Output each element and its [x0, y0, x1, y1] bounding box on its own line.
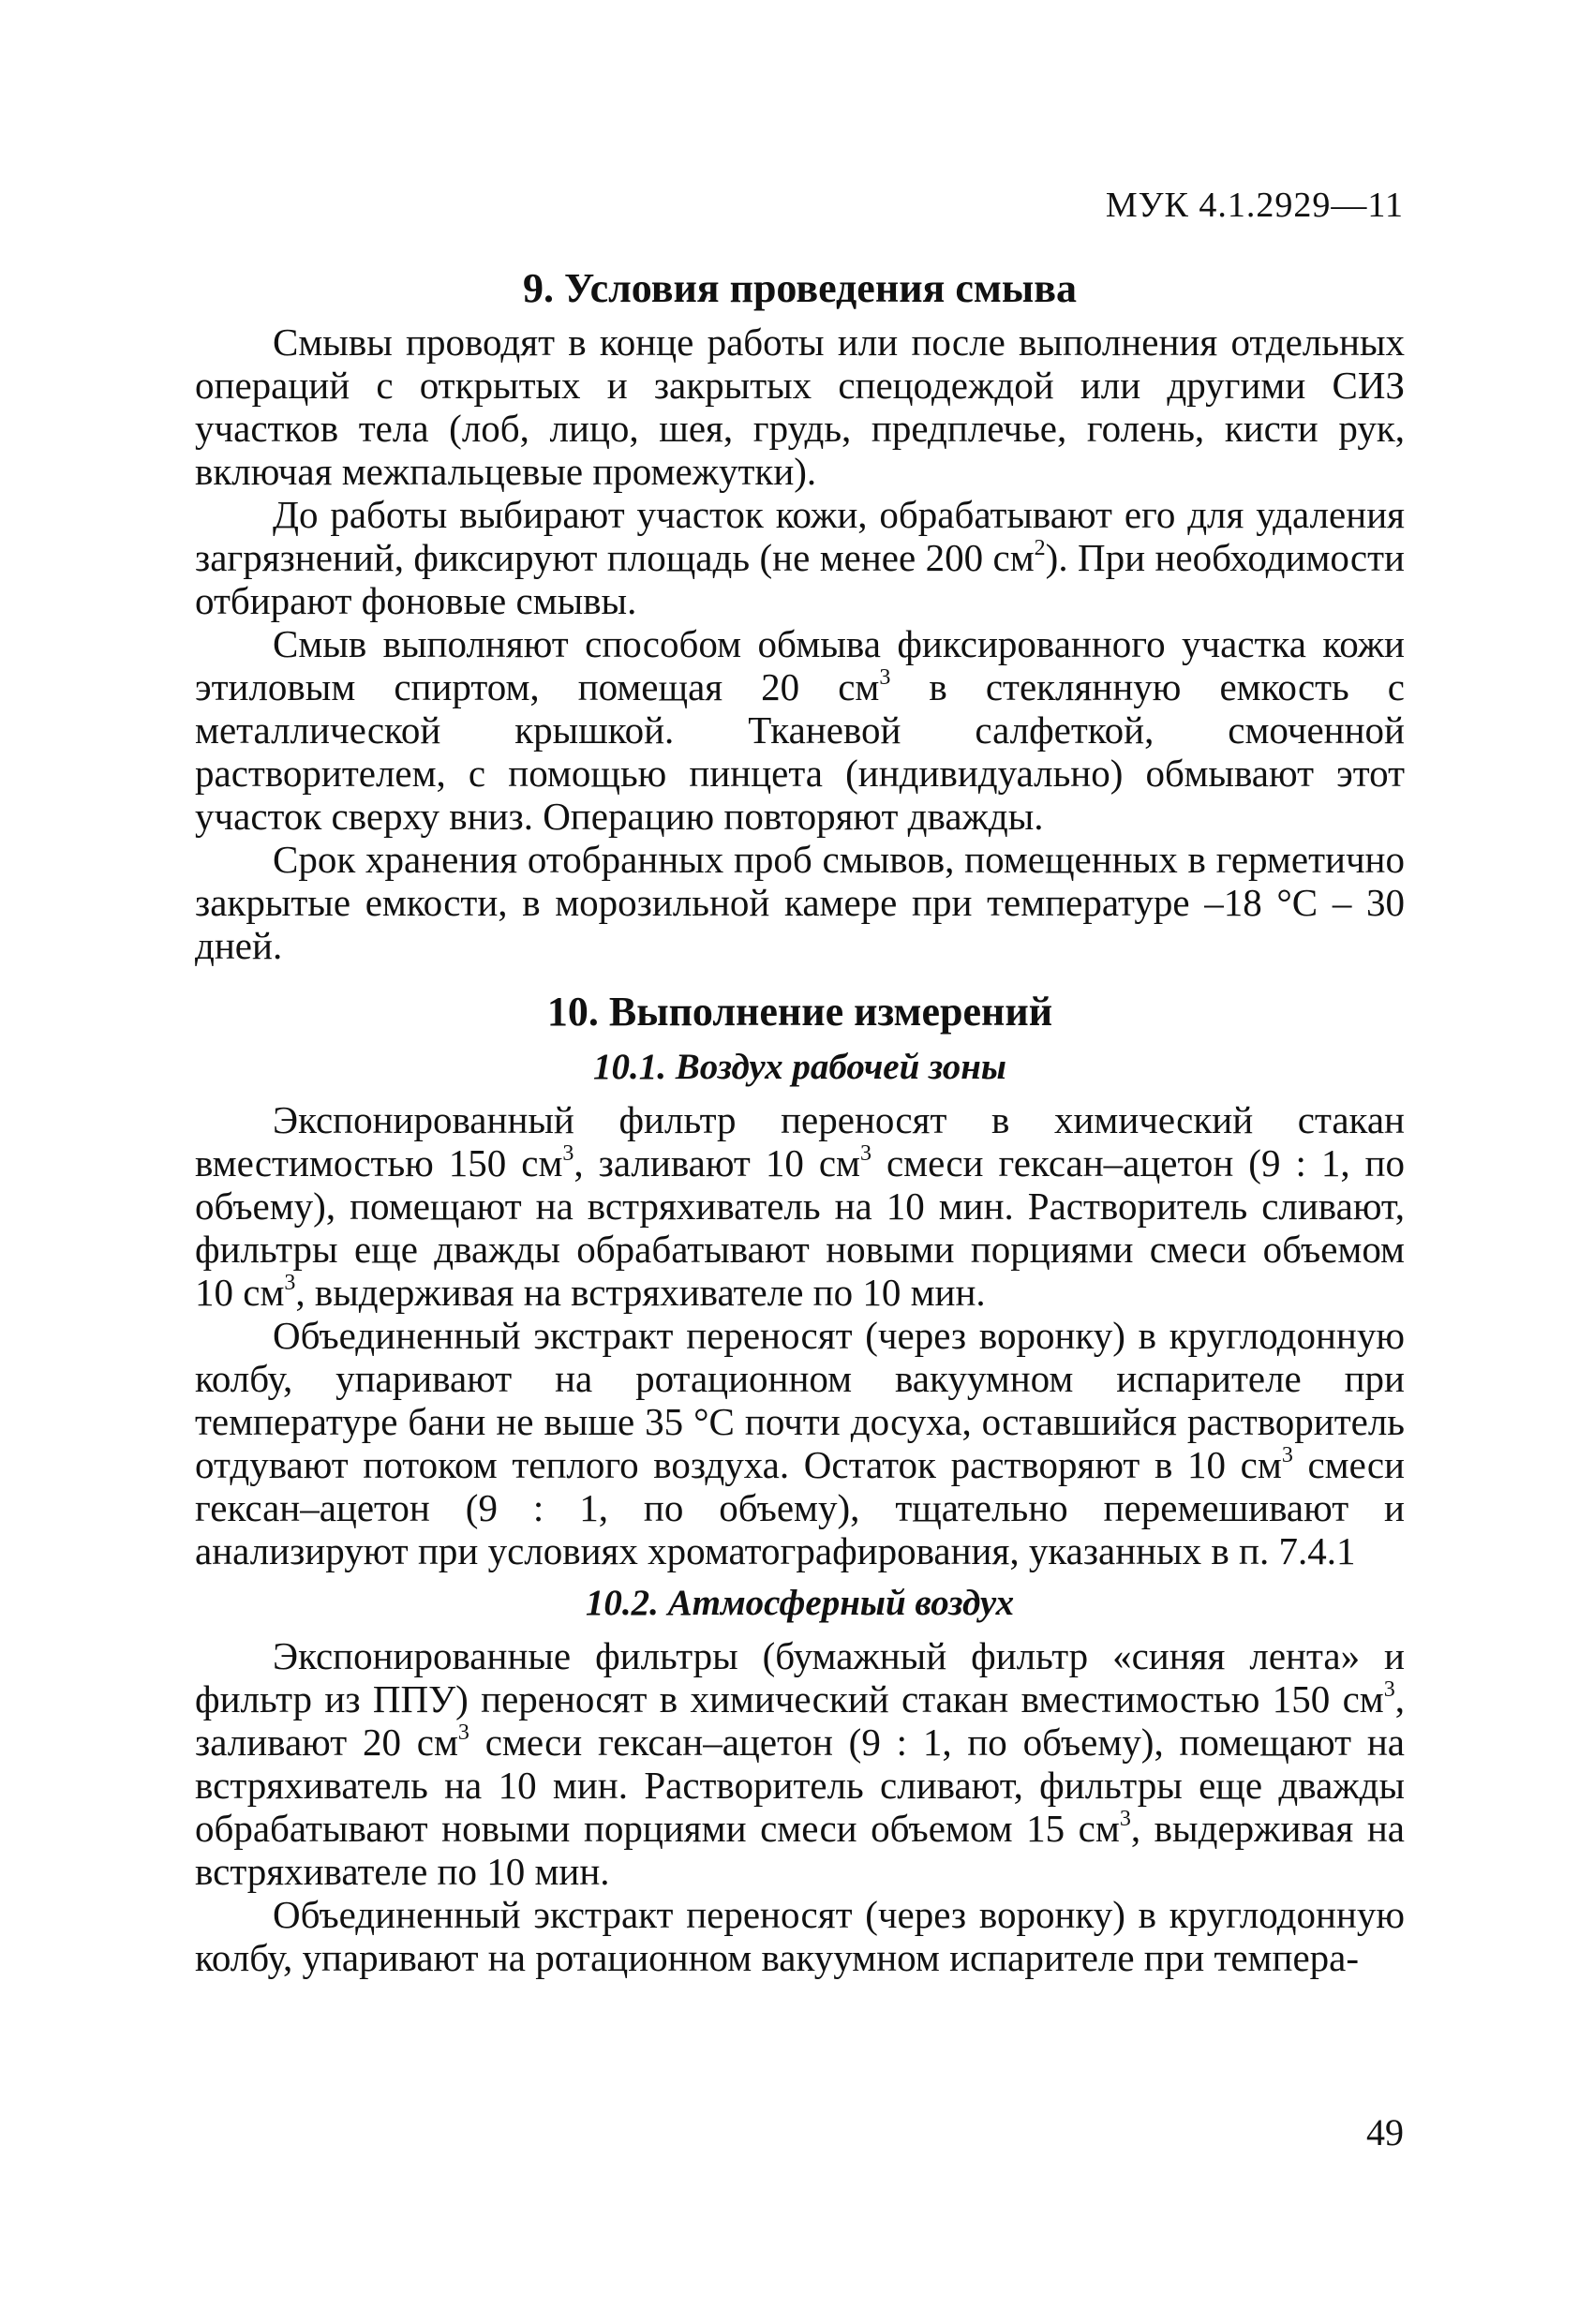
- document-code-header: МУК 4.1.2929—11: [1105, 186, 1404, 225]
- subsection-10-1-paragraph-1: Экспонированный фильтр переносят в химический стакан вместимостью 150 $см^3$, заливают 10 $см^3$ смеси гексан–ацетон (9 : 1, по объему), помещают на встряхиватель на 10 мин. Растворитель сливают, фильтры еще дважды обрабатывают новыми порциями смеси объемом 10 $см^3$, выдерживая на встряхивателе по 10 мин.: [195, 1098, 1406, 1314]
- subsection-10-1-paragraph-2: Объединенный экстракт переносят (через воронку) в круглодонную колбу, упаривают на ротационном вакуумном испарителе при температуре бани не выше 35 °С почти досуха, оставшийся растворитель отдувают потоком теплого воздуха. Остаток растворяют в 10 $см^3$ смеси гексан–ацетон (9 : 1, по объему), тщательно перемешивают и анализируют при условиях хроматографирования, указанных в п. 7.4.1: [195, 1314, 1405, 1572]
- section-9-paragraph-1: Смывы проводят в конце работы или после выполнения отдельных операций с открытых и закрытых спецодеждой или другими СИЗ участков тела (лоб, лицо, шея, грудь, предплечье, голень, кисти рук, включая межпальцевые промежутки).: [195, 320, 1405, 493]
- section-9-title: 9. Условия проведения смыва: [523, 265, 1077, 311]
- section-9-paragraph-4: Срок хранения отобранных проб смывов, помещенных в герметично закрытые емкости, в морозильной камере при температуре –18 °С – 30 дней.: [195, 838, 1405, 967]
- subsection-10-2-paragraph-1: Экспонированные фильтры (бумажный фильтр «синяя лента» и фильтр из ППУ) переносят в химический стакан вместимостью 150 $см^3$, заливают 20 $см^3$ смеси гексан–ацетон (9 : 1, по объему), помещают на встряхиватель на 10 мин. Растворитель сливают, фильтры еще дважды обрабатывают новыми порциями смеси объемом 15 $см^3$, выдерживая на встряхивателе по 10 мин.: [195, 1634, 1406, 1893]
- subsection-10-1-title: 10.1. Воздух рабочей зоны: [593, 1047, 1006, 1087]
- section-9-paragraph-2: До работы выбирают участок кожи, обрабатывают его для удаления загрязнений, фиксируют площадь (не менее 200 $см^2$). При необходимости отбирают фоновые смывы.: [195, 493, 1405, 622]
- subsection-10-2-paragraph-2: Объединенный экстракт переносят (через воронку) в круглодонную колбу, упаривают на ротационном вакуумном испарителе при темпера-: [195, 1893, 1405, 1979]
- page-number: 49: [1366, 2111, 1404, 2153]
- section-9-paragraph-3: Смыв выполняют способом обмыва фиксированного участка кожи этиловым спиртом, помещая 20 $см^3$ в стеклянную емкость с металлической крышкой. Тканевой салфеткой, смоченной растворителем, с помощью пинцета (индивидуально) обмывают этот участок сверху вниз. Операцию повторяют дважды.: [195, 622, 1405, 838]
- page-content: [195, 264, 1405, 1979]
- subsection-10-2-title: 10.2. Атмосферный воздух: [585, 1583, 1015, 1623]
- section-10-title: 10. Выполнение измерений: [546, 989, 1053, 1035]
